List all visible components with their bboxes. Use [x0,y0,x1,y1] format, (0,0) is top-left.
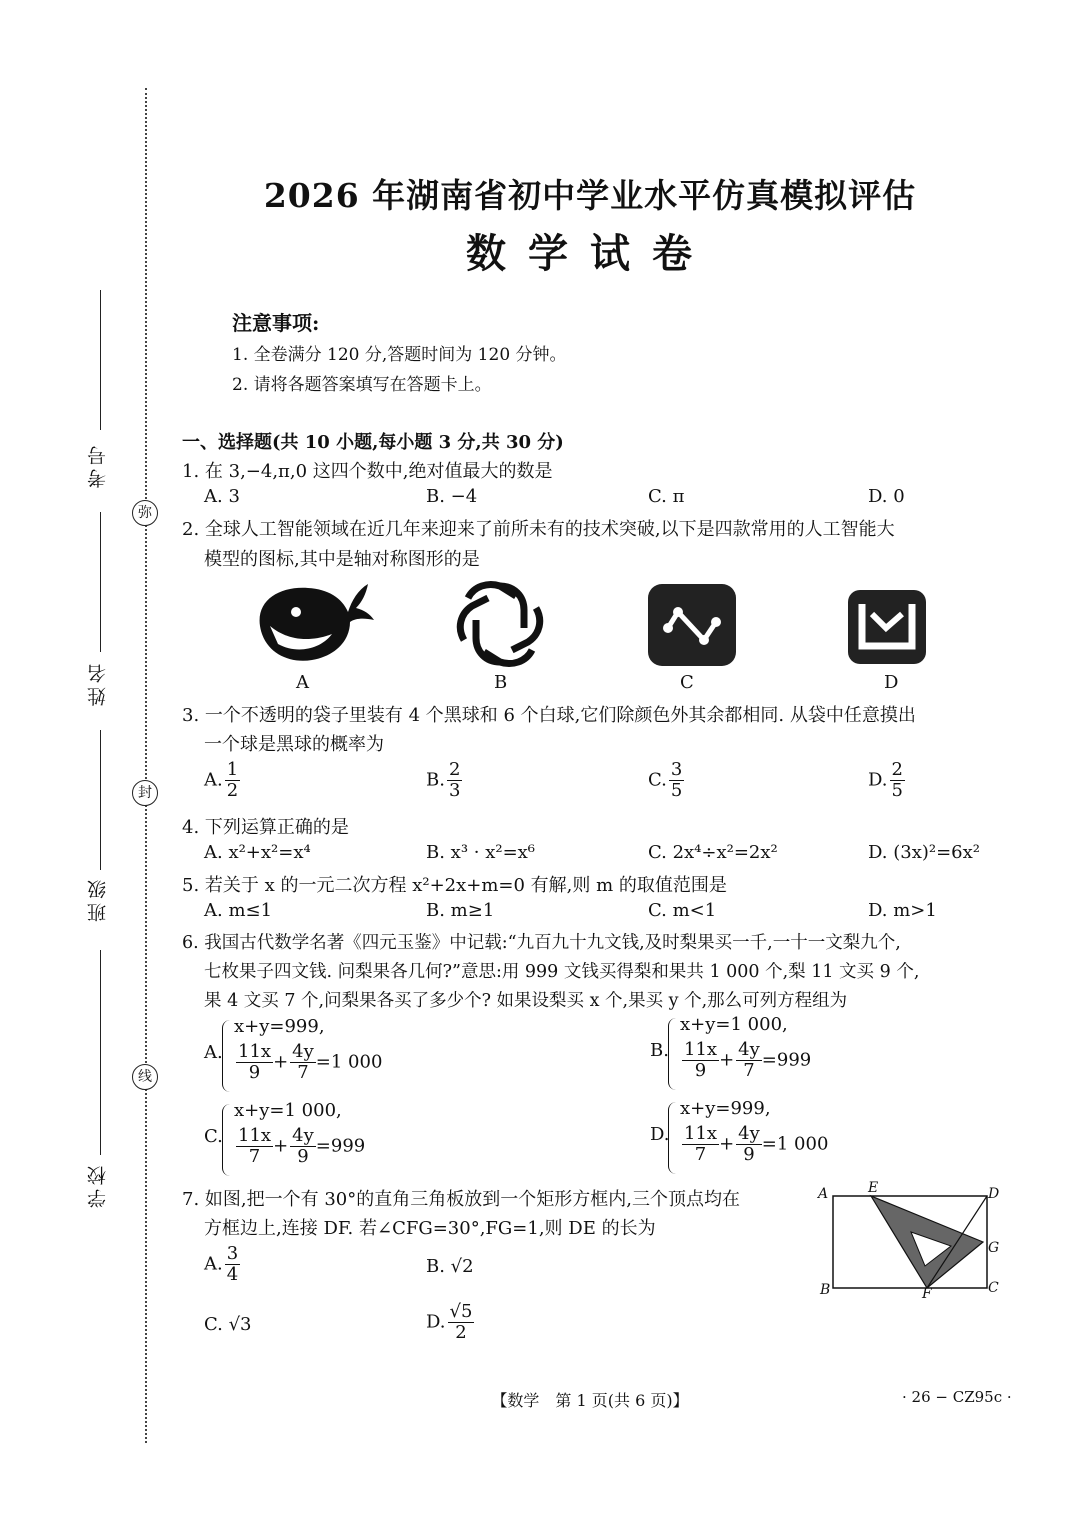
q3-option-b[interactable]: B. $\frac{2}{3}$ [426,759,461,801]
q1-option-d[interactable]: D. 0 [868,486,905,507]
q7-option-c[interactable]: C. √3 [204,1314,252,1335]
q1-option-b[interactable]: B. −4 [426,486,478,507]
q2-label-d: D [884,672,899,693]
paper-code: · 26 − CZ95c · [902,1388,1012,1406]
point-label-f: F [922,1286,932,1302]
question-3-stem-cont: 一个球是黑球的概率为 [204,734,384,755]
question-4-stem: 4. 下列运算正确的是 [182,817,349,838]
notice-heading: 注意事项: [232,311,320,335]
name-label: 姓名 [87,660,109,706]
notice-item: 2. 请将各题答案填写在答题卡上。 [232,375,492,395]
q1-option-a[interactable]: A. 3 [204,486,240,507]
rectangle-triangle-figure [815,1180,1005,1300]
openai-knot-logo-icon[interactable] [450,578,550,670]
section-heading: 一、选择题(共 10 小题,每小题 3 分,共 30 分) [182,432,564,453]
seal-mark-mi: 弥 [132,500,158,526]
class-blank[interactable] [100,730,101,870]
question-5-stem: 5. 若关于 x 的一元二次方程 x²+2x+m=0 有解,则 m 的取值范围是 [182,875,727,896]
point-label-e: E [868,1180,879,1196]
notice-item: 1. 全卷满分 120 分,答题时间为 120 分钟。 [232,345,567,365]
q2-label-c: C [680,672,694,693]
seal-mark-feng: 封 [132,780,158,806]
exam-title: 2026 年湖南省初中学业水平仿真模拟评估 [263,176,917,215]
node-graph-logo-icon[interactable] [646,582,738,668]
question-6-stem-cont: 果 4 文买 7 个,问梨果各买了多少个? 如果设梨买 x 个,果买 y 个,那么可列方程组为 [204,991,848,1011]
seal-mark-xian: 线 [132,1064,158,1090]
point-label-a: A [818,1186,829,1202]
question-2-stem: 2. 全球人工智能领域在近几年来迎来了前所未有的技术突破,以下是四款常用的人工智能大 [182,519,895,540]
q2-label-a: A [296,672,309,693]
whale-logo-icon[interactable] [250,578,375,668]
q4-option-a[interactable]: A. x²+x²=x⁴ [204,842,311,863]
q3-option-c[interactable]: C. $\frac{3}{5}$ [648,759,683,801]
seal-dotted-line [145,88,147,1443]
q7-option-d[interactable]: D. $\frac{√5}{2}$ [426,1301,473,1343]
q4-option-b[interactable]: B. x³ · x²=x⁶ [426,842,536,863]
question-6-stem-cont: 七枚果子四文钱. 问梨果各几何?”意思:用 999 文钱买得梨和果共 1 000 个,梨 11 文买 9 个, [204,962,920,982]
q4-option-d[interactable]: D. (3x)²=6x² [868,842,980,863]
q4-option-c[interactable]: C. 2x⁴÷x²=2x² [648,842,778,863]
class-label: 班级 [87,876,109,922]
q5-option-a[interactable]: A. m≤1 [204,900,273,921]
point-label-b: B [820,1282,831,1298]
exam-number-label: 考号 [87,442,109,488]
q3-option-a[interactable]: A. $\frac{1}{2}$ [204,759,239,801]
name-blank[interactable] [100,512,101,652]
exam-number-blank[interactable] [100,290,101,430]
question-2-stem-cont: 模型的图标,其中是轴对称图形的是 [204,549,480,570]
q2-label-b: B [494,672,508,693]
question-7-stem: 7. 如图,把一个有 30°的直角三角板放到一个矩形方框内,三个顶点均在 [182,1189,740,1210]
cup-logo-icon[interactable] [846,588,928,666]
q7-option-a[interactable]: A. $\frac{3}{4}$ [204,1243,239,1285]
point-label-c: C [988,1280,999,1296]
point-label-d: D [988,1186,1000,1202]
q5-option-d[interactable]: D. m>1 [868,900,937,921]
point-label-g: G [988,1240,1000,1256]
q5-option-b[interactable]: B. m≥1 [426,900,495,921]
question-3-stem: 3. 一个不透明的袋子里装有 4 个黑球和 6 个白球,它们除颜色外其余都相同. 从袋中任意摸出 [182,705,916,726]
question-1-stem: 1. 在 3,−4,π,0 这四个数中,绝对值最大的数是 [182,461,553,482]
question-6-stem: 6. 我国古代数学名著《四元玉鉴》中记载:“九百九十九文钱,及时梨果买一千,一十一文梨九个, [182,933,901,953]
school-blank[interactable] [100,950,101,1155]
school-label: 学校 [87,1162,109,1208]
q7-option-b[interactable]: B. √2 [426,1256,474,1277]
q1-option-c[interactable]: C. π [648,486,685,507]
q5-option-c[interactable]: C. m<1 [648,900,717,921]
q3-option-d[interactable]: D. $\frac{2}{5}$ [868,759,903,801]
page-footer: 【数学 第 1 页(共 6 页)】 [491,1391,689,1410]
question-7-stem-cont: 方框边上,连接 DF. 若∠CFG=30°,FG=1,则 DE 的长为 [204,1218,656,1239]
exam-subtitle: 数学试卷 [466,230,714,277]
